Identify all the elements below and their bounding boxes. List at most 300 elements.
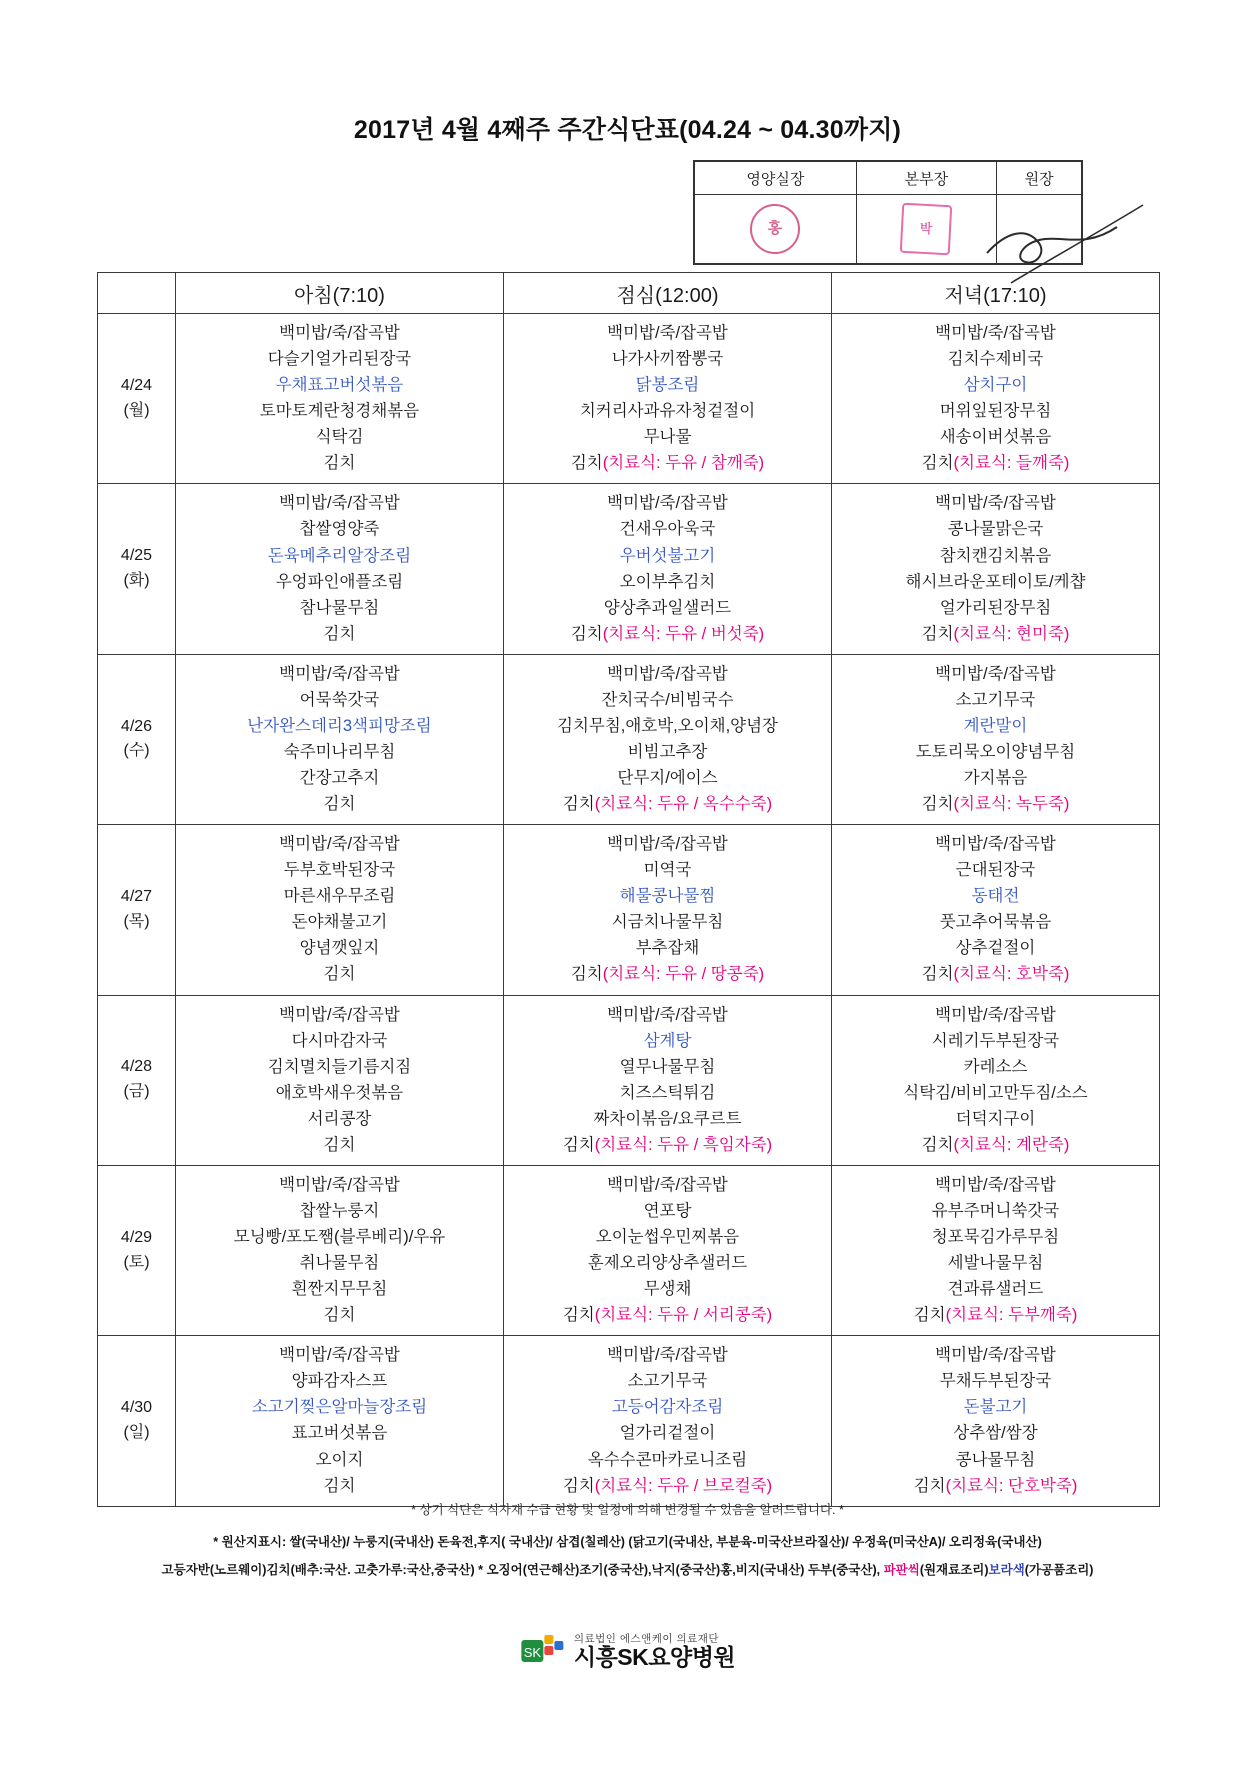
menu-item-text: 김치 <box>921 795 954 814</box>
menu-item <box>178 713 501 739</box>
menu-item <box>506 372 829 398</box>
menu-item-text: 양상추과일샐러드 <box>603 598 732 617</box>
menu-item-text: 김치 <box>323 1135 356 1154</box>
hospital-logo <box>520 1632 735 1672</box>
approval-header-3: 원장 <box>997 162 1082 195</box>
menu-item <box>178 398 501 424</box>
menu-item-text: 백미밥/죽/잡곡밥 <box>935 494 1056 513</box>
menu-item-text: 건새우아욱국 <box>619 520 716 539</box>
menu-item <box>178 739 501 765</box>
menu-item-text: 표고버섯볶음 <box>291 1424 388 1443</box>
menu-item <box>178 687 501 713</box>
menu-item-text: 김치 <box>921 454 954 473</box>
menu-item <box>506 320 829 346</box>
menu-item <box>834 1002 1157 1028</box>
weekly-menu-table <box>97 272 1160 1507</box>
weekday-text: (수) <box>123 742 150 760</box>
menu-item-text: 취나물무침 <box>299 1254 380 1273</box>
menu-item <box>178 1394 501 1420</box>
menu-item-text: 고등어감자조림 <box>611 1398 724 1417</box>
cell-date <box>98 654 176 824</box>
menu-item <box>834 450 1157 476</box>
approval-header-1: 영양실장 <box>695 162 857 195</box>
menu-item-text: 상추겉절이 <box>955 939 1036 958</box>
menu-item-text: 시금치나물무침 <box>611 913 724 932</box>
menu-item <box>834 687 1157 713</box>
therapeutic-diet-note: (치료식: 두유 / 서리콩죽) <box>594 1306 773 1325</box>
note-origin-blue: 보라색 <box>988 1563 1025 1577</box>
menu-item-text: 오이부추김치 <box>619 572 716 591</box>
cell-dinner <box>832 314 1160 484</box>
menu-item <box>178 1224 501 1250</box>
menu-item-text: 백미밥/죽/잡곡밥 <box>607 1005 728 1024</box>
weekday-text: (화) <box>123 572 150 590</box>
menu-item <box>834 1447 1157 1473</box>
menu-item <box>834 490 1157 516</box>
menu-item-text: 백미밥/죽/잡곡밥 <box>279 1346 400 1365</box>
table-row <box>98 995 1160 1165</box>
weekday-text: (월) <box>123 401 150 419</box>
menu-item <box>178 1276 501 1302</box>
menu-item <box>178 1368 501 1394</box>
menu-item-text: 김치 <box>570 965 603 984</box>
menu-item-text: 훈제오리양상추샐러드 <box>587 1254 748 1273</box>
menu-item <box>178 1342 501 1368</box>
date-text: 4/29 <box>120 1228 153 1246</box>
therapeutic-diet-note: (치료식: 현미죽) <box>953 624 1070 643</box>
menu-item <box>834 398 1157 424</box>
date-text: 4/30 <box>120 1399 153 1417</box>
menu-item <box>506 1028 829 1054</box>
therapeutic-diet-note: (치료식: 두유 / 버섯죽) <box>602 624 765 643</box>
menu-item-text: 돈야채불고기 <box>291 913 388 932</box>
menu-item-text: 김치 <box>562 1306 595 1325</box>
menu-item-text: 유부주머니쑥갓국 <box>931 1201 1060 1220</box>
note-origin-pink: 파판씩 <box>883 1563 920 1577</box>
svg-text:SK: SK <box>523 1645 541 1660</box>
menu-item-text: 해시브라운포테이토/케챱 <box>905 572 1086 591</box>
menu-item <box>178 1028 501 1054</box>
menu-item <box>506 739 829 765</box>
menu-item <box>834 961 1157 987</box>
menu-item-text: 상추쌈/쌈장 <box>953 1424 1038 1443</box>
menu-item-text: 견과류샐러드 <box>947 1280 1044 1299</box>
menu-item <box>506 713 829 739</box>
menu-item <box>834 1054 1157 1080</box>
menu-item <box>506 1302 829 1328</box>
table-row <box>98 1165 1160 1335</box>
menu-item <box>506 398 829 424</box>
menu-item-text: 백미밥/죽/잡곡밥 <box>607 835 728 854</box>
therapeutic-diet-note: (치료식: 들깨죽) <box>953 454 1070 473</box>
menu-item-text: 소고기무국 <box>627 1372 708 1391</box>
menu-item <box>834 320 1157 346</box>
menu-item <box>834 857 1157 883</box>
menu-item <box>178 1473 501 1499</box>
approval-stamp-cell-1 <box>695 195 857 264</box>
menu-item-text: 김치 <box>562 1476 595 1495</box>
menu-item-text: 다시마감자국 <box>291 1031 388 1050</box>
menu-item-text: 청포묵김가루무침 <box>931 1228 1060 1246</box>
cell-breakfast <box>176 484 504 654</box>
menu-item <box>178 765 501 791</box>
menu-item <box>834 883 1157 909</box>
note-origin-text-c: (가공품조리) <box>1024 1563 1094 1577</box>
cell-dinner <box>832 1165 1160 1335</box>
menu-item <box>506 1054 829 1080</box>
table-row <box>98 484 1160 654</box>
table-row <box>98 654 1160 824</box>
menu-item <box>178 1420 501 1446</box>
menu-item <box>834 1224 1157 1250</box>
menu-item <box>506 424 829 450</box>
menu-item <box>178 791 501 817</box>
menu-item <box>178 490 501 516</box>
menu-item <box>178 661 501 687</box>
menu-item-text: 김치 <box>323 1476 356 1495</box>
menu-item <box>506 857 829 883</box>
note-origin-text-a: 고등자반(노르웨이)김치(배추:국산. 고춧가루:국산,중국산) * 오징어(연근해산)조기(중국산),낙지(중국산)홍,비지(국내산) 두부(중국산), <box>161 1563 884 1577</box>
menu-item <box>178 569 501 595</box>
menu-item-text: 식탁김 <box>315 428 364 447</box>
menu-item-text: 참치캔김치볶음 <box>939 546 1052 565</box>
therapeutic-diet-note: (치료식: 두유 / 옥수수죽) <box>594 795 773 814</box>
menu-item <box>506 791 829 817</box>
menu-item <box>506 935 829 961</box>
menu-item <box>506 909 829 935</box>
menu-item-text: 김치 <box>921 624 954 643</box>
menu-item-text: 우버섯불고기 <box>619 546 716 565</box>
cell-dinner <box>832 825 1160 995</box>
weekly-menu-table-wrap <box>97 272 1160 1507</box>
cell-date <box>98 825 176 995</box>
menu-item <box>506 687 829 713</box>
cell-dinner <box>832 995 1160 1165</box>
menu-item <box>178 1054 501 1080</box>
menu-item <box>834 595 1157 621</box>
menu-item-text: 양념깻잎지 <box>299 939 380 958</box>
menu-item-text: 찹쌀영양죽 <box>299 520 380 539</box>
cell-lunch <box>504 654 832 824</box>
menu-item <box>506 1447 829 1473</box>
menu-item-text: 백미밥/죽/잡곡밥 <box>607 1175 728 1194</box>
menu-item <box>506 1473 829 1499</box>
seal-stamp-icon: 홍 <box>749 202 802 255</box>
menu-item <box>834 1028 1157 1054</box>
menu-item <box>506 1420 829 1446</box>
menu-item <box>834 1342 1157 1368</box>
cell-date <box>98 484 176 654</box>
menu-item-text: 양파감자스프 <box>291 1372 388 1391</box>
menu-item-text: 식탁김/비비고만두짐/소스 <box>903 1083 1088 1102</box>
menu-item <box>178 372 501 398</box>
cell-dinner <box>832 484 1160 654</box>
menu-item-text: 돈불고기 <box>963 1398 1028 1417</box>
menu-item-text: 김치 <box>913 1476 946 1495</box>
menu-item <box>506 1368 829 1394</box>
menu-item <box>834 661 1157 687</box>
menu-item-text: 치커리사과유자청겉절이 <box>579 402 756 421</box>
menu-item <box>834 791 1157 817</box>
menu-item-text: 김치 <box>570 454 603 473</box>
seal-stamp-icon: 박 <box>900 203 953 256</box>
column-header-breakfast: 아침(7:10) <box>176 273 504 314</box>
menu-item-text: 찹쌀누룽지 <box>299 1201 380 1220</box>
menu-item-text: 소고기찢은알마늘장조림 <box>251 1398 428 1417</box>
therapeutic-diet-note: (치료식: 두부깨죽) <box>945 1306 1078 1325</box>
menu-item-text: 얼가리된장무침 <box>939 598 1052 617</box>
menu-item-text: 풋고추어묵볶음 <box>939 913 1052 932</box>
table-header-row <box>98 273 1160 314</box>
therapeutic-diet-note: (치료식: 두유 / 땅콩죽) <box>602 965 765 984</box>
menu-item <box>178 621 501 647</box>
menu-item-text: 연포탕 <box>643 1201 692 1220</box>
menu-item <box>506 543 829 569</box>
menu-item <box>834 346 1157 372</box>
menu-item <box>834 1394 1157 1420</box>
menu-item <box>178 1106 501 1132</box>
menu-item-text: 무나물 <box>643 428 692 447</box>
menu-item-text: 토마토계란청경채볶음 <box>259 402 420 421</box>
menu-item-text: 간장고추지 <box>299 769 380 787</box>
table-row <box>98 1336 1160 1506</box>
menu-item <box>834 935 1157 961</box>
table-row <box>98 825 1160 995</box>
menu-item-text: 백미밥/죽/잡곡밥 <box>279 835 400 854</box>
approval-box <box>693 160 1083 265</box>
column-header-date <box>98 273 176 314</box>
menu-item <box>178 320 501 346</box>
menu-item <box>506 661 829 687</box>
menu-item <box>834 424 1157 450</box>
cell-date <box>98 995 176 1165</box>
approval-header-2: 본부장 <box>856 162 997 195</box>
menu-item-text: 김치 <box>570 624 603 643</box>
therapeutic-diet-note: (치료식: 두유 / 브로컬죽) <box>594 1476 773 1495</box>
menu-item-text: 카레소스 <box>963 1057 1028 1076</box>
menu-item <box>178 1080 501 1106</box>
cell-lunch <box>504 995 832 1165</box>
menu-item-text: 애호박새우젓볶음 <box>275 1083 404 1102</box>
menu-item-text: 백미밥/죽/잡곡밥 <box>607 324 728 342</box>
cell-lunch <box>504 825 832 995</box>
menu-item <box>834 1198 1157 1224</box>
menu-item-text: 김치 <box>913 1306 946 1325</box>
menu-item <box>506 1198 829 1224</box>
note-origin-line-1: * 원산지표시: 쌀(국내산)/ 누룽지(국내산) 돈육전,후지( 국내산)/ 삼겹(칠레산) (닭고기(국내산, 부분육-미국산브라질산)/ 우정육(미국산A)/ 오리정육(국내산) <box>213 1535 1042 1549</box>
menu-item-text: 치즈스틱튀김 <box>619 1083 716 1102</box>
menu-item <box>834 372 1157 398</box>
menu-item-text: 무채두부된장국 <box>939 1372 1052 1391</box>
logo-text <box>574 1634 735 1671</box>
weekday-text: (금) <box>123 1083 150 1101</box>
menu-item-text: 어묵쑥갓국 <box>299 690 380 709</box>
menu-item-text: 백미밥/죽/잡곡밥 <box>279 1005 400 1024</box>
cell-breakfast <box>176 825 504 995</box>
menu-item-text: 부추잡채 <box>635 939 700 958</box>
menu-item-text: 소고기무국 <box>955 690 1036 709</box>
menu-item <box>178 909 501 935</box>
menu-item <box>506 1106 829 1132</box>
menu-item-text: 모닝빵/포도쨈(블루베리)/우유 <box>233 1228 446 1246</box>
menu-item <box>178 516 501 542</box>
therapeutic-diet-note: (치료식: 두유 / 참깨죽) <box>602 454 765 473</box>
menu-item-text: 짜차이볶음/요쿠르트 <box>593 1109 742 1128</box>
therapeutic-diet-note: (치료식: 녹두죽) <box>953 795 1070 814</box>
menu-item-text: 백미밥/죽/잡곡밥 <box>935 1175 1056 1194</box>
menu-item <box>834 1420 1157 1446</box>
cell-breakfast <box>176 654 504 824</box>
menu-item-text: 미역국 <box>643 861 692 880</box>
menu-item <box>834 1172 1157 1198</box>
menu-item-text: 백미밥/죽/잡곡밥 <box>935 1346 1056 1365</box>
menu-item-text: 무생채 <box>643 1280 692 1299</box>
menu-item <box>506 1276 829 1302</box>
column-header-dinner: 저녁(17:10) <box>832 273 1160 314</box>
menu-item-text: 얼가리겉절이 <box>619 1424 716 1443</box>
weekday-text: (일) <box>123 1423 150 1441</box>
cell-breakfast <box>176 995 504 1165</box>
approval-stamp-cell-2 <box>856 195 997 264</box>
cell-date <box>98 314 176 484</box>
menu-item <box>834 831 1157 857</box>
menu-item <box>834 909 1157 935</box>
menu-item <box>834 1250 1157 1276</box>
note-origin-text-b: (원재료조리) <box>919 1563 989 1577</box>
menu-item-text: 김치 <box>921 965 954 984</box>
therapeutic-diet-note: (치료식: 호박죽) <box>953 965 1070 984</box>
menu-item <box>178 1002 501 1028</box>
menu-item-text: 시레기두부된장국 <box>931 1031 1060 1050</box>
menu-item-text: 백미밥/죽/잡곡밥 <box>935 1005 1056 1024</box>
menu-item <box>178 543 501 569</box>
menu-item-text: 콩나물무침 <box>955 1450 1036 1469</box>
menu-item-text: 김치 <box>323 795 356 814</box>
menu-item-text: 다슬기얼가리된장국 <box>267 350 412 369</box>
menu-item-text: 도토리묵오이양념무침 <box>915 742 1076 761</box>
cell-lunch <box>504 314 832 484</box>
menu-item <box>178 935 501 961</box>
menu-item-text: 백미밥/죽/잡곡밥 <box>607 1346 728 1365</box>
menu-item <box>506 516 829 542</box>
menu-item <box>506 1132 829 1158</box>
menu-item-text: 백미밥/죽/잡곡밥 <box>935 664 1056 683</box>
therapeutic-diet-note: (치료식: 두유 / 흑임자죽) <box>594 1135 773 1154</box>
menu-item <box>834 1080 1157 1106</box>
menu-item <box>834 543 1157 569</box>
menu-item <box>834 569 1157 595</box>
menu-item <box>506 1224 829 1250</box>
note-change-disclaimer: * 상기 식단은 식자재 수급 현황 및 일정에 의해 변경될 수 있음을 알려드립니다. * <box>411 1503 844 1517</box>
menu-item-text: 흰짠지무무침 <box>291 1280 388 1299</box>
menu-item-text: 가지볶음 <box>963 769 1028 787</box>
cell-date <box>98 1165 176 1335</box>
menu-item <box>178 857 501 883</box>
menu-item <box>506 1250 829 1276</box>
menu-item <box>506 346 829 372</box>
date-text: 4/24 <box>120 376 153 394</box>
menu-item-text: 열무나물무침 <box>619 1057 716 1076</box>
cell-breakfast <box>176 1165 504 1335</box>
menu-item-text: 김치 <box>323 454 356 473</box>
menu-item <box>178 1172 501 1198</box>
menu-item-text: 백미밥/죽/잡곡밥 <box>935 324 1056 342</box>
logo-mark-icon <box>520 1632 564 1672</box>
menu-item <box>834 1368 1157 1394</box>
menu-item <box>506 1342 829 1368</box>
menu-item-text: 김치멸치들기름지짐 <box>267 1057 412 1076</box>
menu-item-text: 오이눈썹우민찌볶음 <box>595 1228 740 1246</box>
menu-item-text: 백미밥/죽/잡곡밥 <box>279 494 400 513</box>
menu-item <box>506 1172 829 1198</box>
menu-item-text: 우채표고버섯볶음 <box>275 376 404 395</box>
menu-item-text: 콩나물맑은국 <box>947 520 1044 539</box>
menu-item-text: 삼계탕 <box>643 1031 692 1050</box>
menu-item-text: 근대된장국 <box>955 861 1036 880</box>
menu-item-text: 백미밥/죽/잡곡밥 <box>279 664 400 683</box>
menu-item <box>834 1106 1157 1132</box>
menu-item-text: 김치수제비국 <box>947 350 1044 369</box>
footnotes <box>0 1500 1255 1578</box>
menu-item <box>506 1080 829 1106</box>
menu-item-text: 김치 <box>323 965 356 984</box>
therapeutic-diet-note: (치료식: 단호박죽) <box>945 1476 1078 1495</box>
menu-item <box>506 490 829 516</box>
date-text: 4/28 <box>120 1058 153 1076</box>
menu-item-text: 김치 <box>323 624 356 643</box>
menu-item-text: 옥수수콘마카로니조림 <box>587 1450 748 1469</box>
menu-item <box>834 765 1157 791</box>
menu-item-text: 단무지/에이스 <box>617 769 718 787</box>
menu-item-text: 백미밥/죽/잡곡밥 <box>279 324 400 342</box>
date-text: 4/26 <box>120 717 153 735</box>
note-origin-line-2 <box>0 1560 1255 1578</box>
menu-item <box>506 883 829 909</box>
menu-item-text: 동태전 <box>971 887 1020 906</box>
date-text: 4/27 <box>120 888 153 906</box>
cell-lunch <box>504 1165 832 1335</box>
cell-date <box>98 1336 176 1506</box>
menu-item-text: 김치무침,애호박,오이채,양념장 <box>557 716 778 735</box>
cell-dinner <box>832 1336 1160 1506</box>
menu-item <box>506 621 829 647</box>
menu-item-text: 서리콩장 <box>307 1109 372 1128</box>
column-header-lunch: 점심(12:00) <box>504 273 832 314</box>
menu-item-text: 머위잎된장무침 <box>939 402 1052 421</box>
menu-item-text: 우엉파인애플조림 <box>275 572 404 591</box>
menu-item-text: 닭봉조림 <box>635 376 700 395</box>
cell-lunch <box>504 1336 832 1506</box>
menu-item-text: 잔치국수/비빔국수 <box>601 690 734 709</box>
menu-item <box>178 961 501 987</box>
menu-item-text: 숙주미나리무침 <box>283 742 396 761</box>
menu-item-text: 마른새우무조림 <box>283 887 396 906</box>
menu-item <box>834 1473 1157 1499</box>
menu-item <box>178 1198 501 1224</box>
menu-item-text: 새송이버섯볶음 <box>939 428 1052 447</box>
menu-item <box>506 961 829 987</box>
menu-item <box>506 569 829 595</box>
menu-item-text: 나가사끼짬뽕국 <box>611 350 724 369</box>
date-text: 4/25 <box>120 547 153 565</box>
menu-item <box>834 739 1157 765</box>
page-title: 2017년 4월 4째주 주간식단표(04.24 ~ 04.30까지) <box>353 116 902 144</box>
menu-item <box>178 831 501 857</box>
menu-item <box>178 450 501 476</box>
menu-item-text: 김치 <box>323 1306 356 1325</box>
menu-item <box>178 595 501 621</box>
logo-subtitle: 의료법인 에스앤케이 의료재단 <box>573 1632 720 1645</box>
